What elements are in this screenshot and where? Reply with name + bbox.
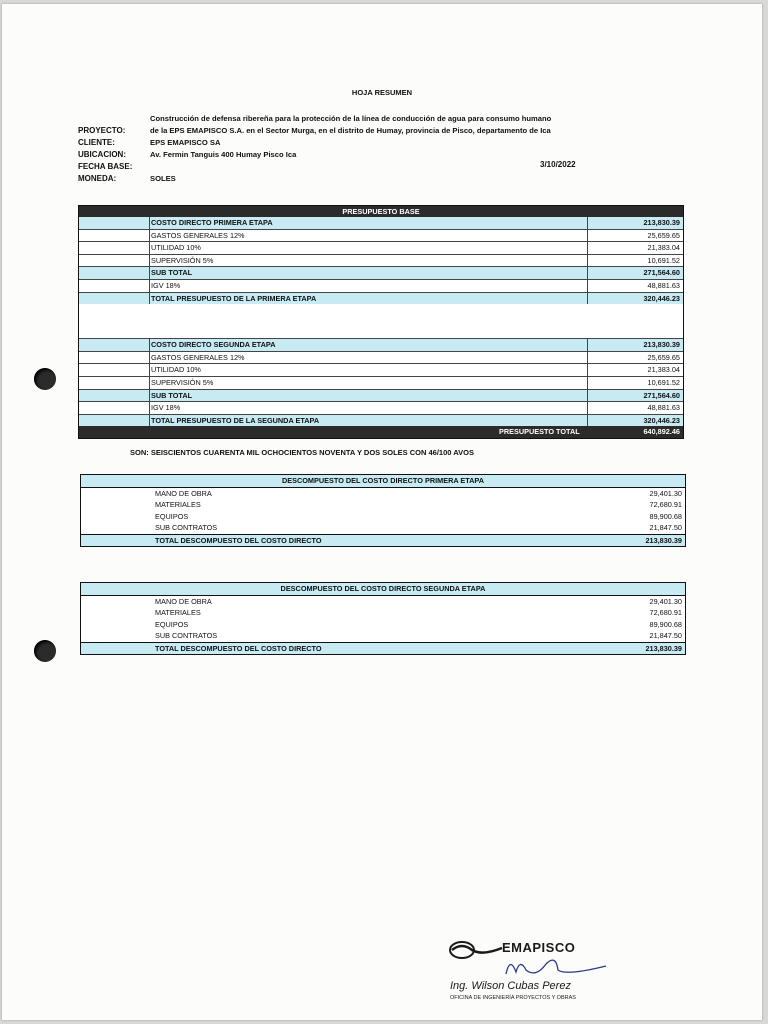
cell-border [587,267,588,279]
cell-border [587,339,588,351]
row-label: COSTO DIRECTO SEGUNDA ETAPA [151,340,276,350]
descompuesto2-total-row [81,642,685,654]
budget-row [79,364,683,377]
row-label: GASTOS GENERALES 12% [151,352,245,362]
descompuesto2-heading: DESCOMPUESTO DEL COSTO DIRECTO SEGUNDA ETAPA [81,583,685,596]
cell-border [587,390,588,402]
row-value: 72,680.91 [649,608,682,618]
budget-row [79,339,683,352]
descompuesto1-total-label: TOTAL DESCOMPUESTO DEL COSTO DIRECTO [155,535,322,545]
presupuesto-table [78,205,684,439]
row-value: 21,383.04 [647,365,680,375]
cost-row [81,499,685,510]
row-label: UTILIDAD 10% [151,365,201,375]
cell-border [149,390,683,402]
budget-row [79,390,683,403]
descompuesto2-table [80,582,686,655]
row-label: SUB TOTAL [151,390,193,400]
budget-row [79,230,683,243]
descompuesto1-total-row [81,534,685,546]
budget-row [79,377,683,390]
etapa1-rows [79,217,683,304]
budget-row [79,217,683,230]
cell-border [587,217,588,229]
cell-border [587,377,588,389]
stamp-logo-text: EMAPISCO [502,940,576,955]
punch-hole [34,368,56,390]
budget-row [79,415,683,427]
cost-row [81,607,685,618]
cell-border [149,402,683,414]
spacer [79,304,683,339]
budget-row [79,267,683,280]
row-value: 320,446.23 [643,415,680,425]
descompuesto2-total-value: 213,830.39 [645,643,682,653]
row-label: IGV 18% [151,403,181,413]
descompuesto1-total-value: 213,830.39 [645,535,682,545]
row-value: 25,659.65 [647,230,680,240]
row-value: 320,446.23 [643,293,680,303]
budget-row [79,402,683,415]
row-value: 29,401.30 [649,489,682,498]
fecha-label: FECHA BASE: [78,162,133,171]
office-name: OFICINA DE INGENIERÍA PROYECTOS Y OBRAS [450,995,576,1001]
row-value: 271,564.60 [643,390,680,400]
row-label: SUPERVISIÓN 5% [151,255,214,265]
cliente-label: CLIENTE: [78,138,115,147]
cell-border [149,267,683,279]
row-label: SUB TOTAL [151,268,193,278]
row-label: SUPERVISIÓN 5% [151,377,214,387]
cost-row [81,522,685,533]
row-label: MANO DE OBRA [155,489,212,498]
budget-row [79,280,683,293]
row-value: 29,401.30 [649,597,682,606]
row-value: 213,830.39 [643,340,680,350]
cell-border [149,377,683,389]
punch-hole [34,640,56,662]
row-value: 10,691.52 [647,255,680,265]
row-label: COSTO DIRECTO PRIMERA ETAPA [151,218,273,227]
proyecto-line1: Construcción de defensa ribereña para la protección de la línea de conducción de agua para consumo humano [150,114,552,123]
cost-row [81,511,685,522]
row-value: 21,847.50 [649,523,682,533]
row-value: 213,830.39 [643,218,680,227]
row-label: EQUIPOS [155,619,189,629]
row-label: EQUIPOS [155,511,189,521]
row-value: 48,881.63 [647,403,680,413]
cell-border [587,280,588,292]
row-label: MANO DE OBRA [155,597,212,606]
row-label: IGV 18% [151,280,181,290]
engineer-name: Ing. Wilson Cubas Perez [450,980,571,992]
row-value: 48,881.63 [647,280,680,290]
descompuesto2-rows [81,596,685,642]
row-label: SUB CONTRATOS [155,523,218,533]
row-value: 10,691.52 [647,377,680,387]
signature-icon [496,952,616,982]
cell-border [149,364,683,376]
cost-row [81,488,685,499]
cell-border [587,255,588,267]
descompuesto1-rows [81,488,685,534]
presupuesto-heading: PRESUPUESTO BASE [79,206,683,217]
cell-border [149,242,683,254]
descompuesto1-heading: DESCOMPUESTO DEL COSTO DIRECTO PRIMERA ETAPA [81,475,685,488]
row-value: 21,847.50 [649,631,682,641]
cell-border [587,415,588,427]
row-value: 89,900.68 [649,511,682,521]
budget-row [79,352,683,365]
row-value: 89,900.68 [649,619,682,629]
row-label: TOTAL PRESUPUESTO DE LA PRIMERA ETAPA [151,293,317,303]
row-label: UTILIDAD 10% [151,243,201,253]
proyecto-label: PROYECTO: [78,126,126,135]
fecha-value: 3/10/2022 [540,160,576,169]
cell-border [587,293,588,305]
row-value: 72,680.91 [649,500,682,510]
cell-border [587,352,588,364]
row-label: TOTAL PRESUPUESTO DE LA SEGUNDA ETAPA [151,415,320,425]
budget-row [79,293,683,305]
row-label: GASTOS GENERALES 12% [151,230,245,240]
row-value: 21,383.04 [647,243,680,253]
cell-border [587,364,588,376]
presupuesto-total-value: 640,892.46 [643,427,680,437]
cell-border [149,255,683,267]
cost-row [81,630,685,641]
budget-row [79,255,683,268]
ubicacion-value: Av. Fermin Tanguis 400 Humay Pisco Ica [150,150,297,159]
etapa2-rows [79,339,683,426]
moneda-label: MONEDA: [78,174,117,183]
document-page [2,4,762,1020]
descompuesto2-total-label: TOTAL DESCOMPUESTO DEL COSTO DIRECTO [155,643,322,653]
descompuesto1-table [80,474,686,547]
document-title: HOJA RESUMEN [351,88,413,97]
cell-border [149,280,683,292]
presupuesto-total-label: PRESUPUESTO TOTAL [499,427,580,437]
cost-row [81,596,685,607]
proyecto-line2: de la EPS EMAPISCO S.A. en el Sector Murga, en el distrito de Humay, provincia de Pisco, departamento de Ica [150,126,551,135]
row-value: 25,659.65 [647,352,680,362]
moneda-value: SOLES [150,174,176,183]
row-label: MATERIALES [155,500,201,510]
amount-in-words: SON: SEISCIENTOS CUARENTA MIL OCHOCIENTOS NOVENTA Y DOS SOLES CON 46/100 AVOS [130,448,474,457]
cliente-value: EPS EMAPISCO SA [150,138,221,147]
row-label: MATERIALES [155,608,201,618]
ubicacion-label: UBICACION: [78,150,126,159]
row-value: 271,564.60 [643,268,680,278]
cost-row [81,619,685,630]
row-label: SUB CONTRATOS [155,631,218,641]
official-stamp [446,938,616,1008]
cell-border [587,230,588,242]
cell-border [587,242,588,254]
presupuesto-total-row [79,426,683,438]
budget-row [79,242,683,255]
cell-border [587,402,588,414]
